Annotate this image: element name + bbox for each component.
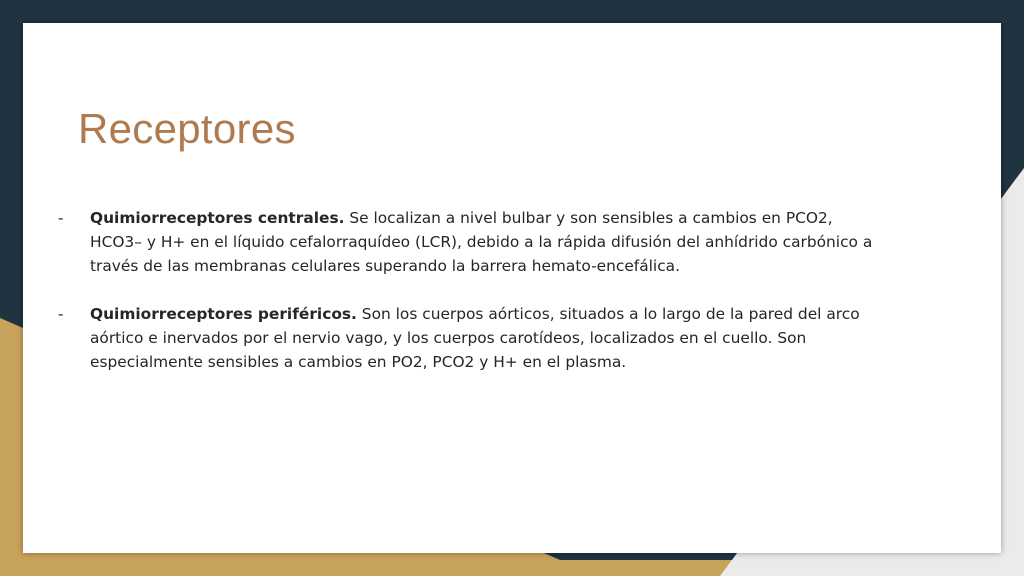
bullet-text: Son los cuerpos aórticos, situados a lo largo de la pared del arco aórtico e inervados por el nervio vago, y los cuerpos carotídeos, localizados en el cuello. Son especialmente sensibles a cambios en PO2, PCO2 y H+ en el plasma.	[90, 305, 860, 371]
bullet-marker: -	[58, 305, 64, 323]
bullet-text: Se localizan a nivel bulbar y son sensibles a cambios en PCO2, HCO3– y H+ en el líquido cefalorraquídeo (LCR), debido a la rápida difusión del anhídrido carbónico a través de las membranas celulares superando la barrera hemato-encefálica.	[90, 209, 873, 275]
bullet-list	[58, 206, 878, 398]
slide-title: Receptores	[78, 105, 296, 152]
bullet-item-centrales	[58, 206, 878, 278]
bullet-item-perifericos	[58, 302, 878, 374]
bullet-term: Quimiorreceptores periféricos.	[90, 305, 357, 323]
bullet-term: Quimiorreceptores centrales.	[90, 209, 345, 227]
slide-content-card	[23, 23, 1001, 553]
bullet-marker: -	[58, 209, 64, 227]
